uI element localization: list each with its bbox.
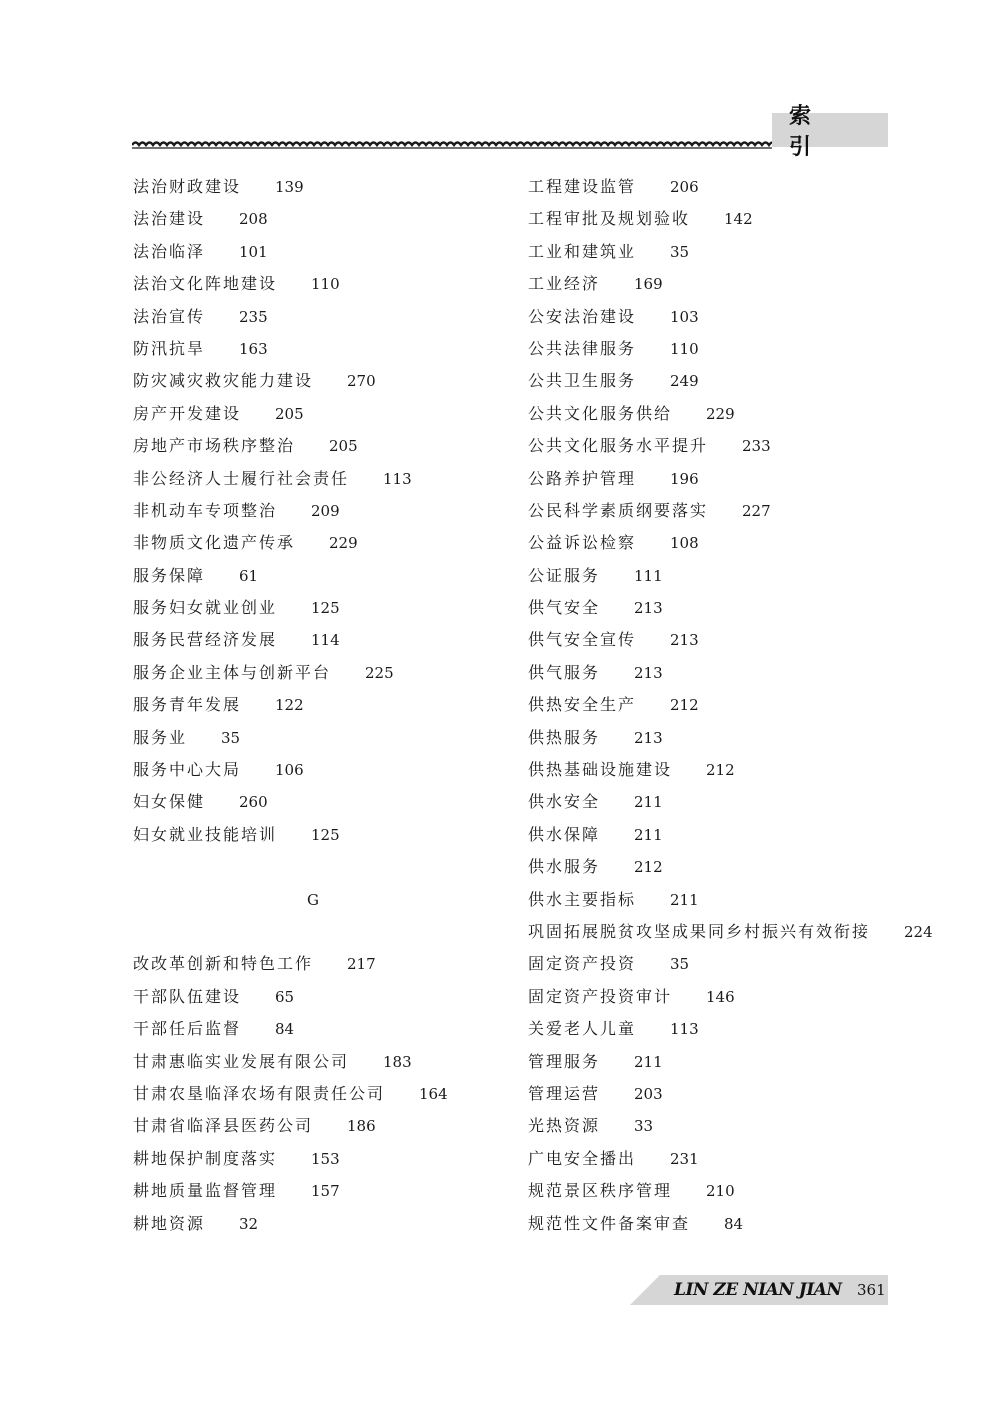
- index-entry: [133, 1013, 573, 1045]
- index-term: 工业经济: [528, 274, 601, 294]
- index-term: 固定资产投资: [528, 954, 637, 974]
- index-page-number: 183: [383, 1052, 412, 1071]
- index-term: 固定资产投资审计: [528, 986, 673, 1006]
- index-page-number: 113: [383, 469, 412, 488]
- index-page-number: 125: [311, 825, 340, 844]
- index-page-number: 211: [670, 890, 699, 909]
- index-entry: [528, 592, 908, 624]
- index-page-number: 233: [742, 437, 771, 456]
- index-page-number: 142: [724, 210, 753, 229]
- index-term: 供气安全宣传: [528, 630, 637, 650]
- index-entry: [133, 268, 573, 300]
- header-wavy-rule: [132, 136, 772, 152]
- index-term: 耕地资源: [133, 1213, 206, 1233]
- index-entry: [528, 1013, 908, 1045]
- index-term: 公共文化服务供给: [528, 403, 673, 423]
- index-entry: [528, 301, 908, 333]
- index-page-number: 169: [634, 275, 663, 294]
- index-term: 公路养护管理: [528, 468, 637, 488]
- index-term: 供气服务: [528, 662, 601, 682]
- index-term: 甘肃省临泽县医药公司: [133, 1116, 314, 1136]
- index-term: 供水主要指标: [528, 889, 637, 909]
- index-entry: [133, 722, 573, 754]
- index-term: 妇女保健: [133, 792, 206, 812]
- index-entry: [528, 657, 908, 689]
- index-page-number: 270: [347, 372, 376, 391]
- index-entry: [133, 948, 573, 980]
- index-term: 公益诉讼检察: [528, 533, 637, 553]
- index-entry: [528, 495, 908, 527]
- index-entry: [133, 981, 573, 1013]
- index-page-number: 227: [742, 501, 771, 520]
- index-term: 规范性文件备案审查: [528, 1213, 691, 1233]
- index-page-number: 125: [311, 599, 340, 618]
- index-page-number: 224: [904, 922, 933, 941]
- index-entry: [528, 203, 908, 235]
- index-term: 广电安全播出: [528, 1148, 637, 1168]
- index-page-number: 229: [706, 404, 735, 423]
- index-term: 工业和建筑业: [528, 241, 637, 261]
- index-term: 供水保障: [528, 824, 601, 844]
- index-term: 工程审批及规划验收: [528, 209, 691, 229]
- index-term: 供热服务: [528, 727, 601, 747]
- index-page-number: 108: [670, 534, 699, 553]
- index-term: 供水服务: [528, 857, 601, 877]
- index-term: 干部任后监督: [133, 1019, 242, 1039]
- index-entry: [528, 1078, 908, 1110]
- index-entry: [133, 495, 573, 527]
- index-page-number: 35: [670, 955, 690, 974]
- index-term: 改改革创新和特色工作: [133, 954, 314, 974]
- index-entry: [133, 689, 573, 721]
- index-term: 服务民营经济发展: [133, 630, 278, 650]
- index-page-number: 164: [419, 1084, 448, 1103]
- index-page-number: 113: [670, 1020, 699, 1039]
- index-entry: [528, 689, 908, 721]
- index-term: 供气安全: [528, 598, 601, 618]
- index-entry: [133, 560, 573, 592]
- index-page-number: 205: [329, 437, 358, 456]
- index-entry: [133, 1078, 573, 1110]
- index-entry: [528, 1110, 908, 1142]
- index-page-number: 61: [239, 566, 259, 585]
- index-entry: [528, 560, 908, 592]
- index-term: 关爱老人儿童: [528, 1019, 637, 1039]
- index-entry: [528, 171, 908, 203]
- index-page-number: 203: [634, 1084, 663, 1103]
- index-entry: [528, 948, 908, 980]
- index-entry: [133, 1175, 573, 1207]
- index-entry: [133, 301, 573, 333]
- index-term: 管理运营: [528, 1083, 601, 1103]
- footer-page-number: 361: [857, 1281, 886, 1299]
- index-page-number: 163: [239, 339, 268, 358]
- index-page-number: 210: [706, 1182, 735, 1201]
- index-entry: [528, 786, 908, 818]
- index-entry: [528, 430, 908, 462]
- index-page-number: 110: [670, 339, 699, 358]
- index-entry: [528, 624, 908, 656]
- page-title: 索 引: [789, 104, 910, 160]
- index-page-number: 211: [634, 793, 663, 812]
- index-page-number: 209: [311, 501, 340, 520]
- index-page-number: 212: [670, 696, 699, 715]
- index-list-f: [133, 171, 573, 851]
- index-page-number: 32: [239, 1214, 259, 1233]
- index-entry: [133, 657, 573, 689]
- index-page-number: 196: [670, 469, 699, 488]
- index-page-number: 35: [670, 242, 690, 261]
- index-list-g-continued: [528, 171, 933, 1240]
- index-term: 工程建设监管: [528, 177, 637, 196]
- index-page-number: 139: [275, 178, 304, 196]
- index-term: 服务企业主体与创新平台: [133, 662, 332, 682]
- index-entry: [528, 754, 908, 786]
- index-term: 管理服务: [528, 1051, 601, 1071]
- index-page-number: 65: [275, 987, 295, 1006]
- index-page-number: 110: [311, 275, 340, 294]
- index-page-number: 260: [239, 793, 268, 812]
- index-page-number: 206: [670, 178, 699, 196]
- wave-line: [132, 143, 772, 146]
- index-entry: [528, 819, 908, 851]
- index-term: 服务妇女就业创业: [133, 598, 278, 618]
- index-entry: [528, 398, 908, 430]
- index-term: 妇女就业技能培训: [133, 824, 278, 844]
- index-entry: [528, 333, 908, 365]
- index-entry: [528, 236, 908, 268]
- index-term: 法治文化阵地建设: [133, 274, 278, 294]
- index-term: 公共文化服务水平提升: [528, 436, 709, 456]
- index-entry: [133, 398, 573, 430]
- index-term: 法治财政建设: [133, 177, 242, 196]
- section-letter-heading: G: [307, 890, 319, 909]
- index-entry: [528, 722, 908, 754]
- index-entry: [528, 365, 908, 397]
- index-term: 公共法律服务: [528, 338, 637, 358]
- index-page-number: 213: [670, 631, 699, 650]
- index-term: 甘肃惠临实业发展有限公司: [133, 1051, 350, 1071]
- index-term: 防灾减灾救灾能力建设: [133, 371, 314, 391]
- index-term: 公共卫生服务: [528, 371, 637, 391]
- index-page-number: 122: [275, 696, 304, 715]
- index-entry: [133, 1143, 573, 1175]
- index-page-number: 208: [239, 210, 268, 229]
- index-term: 耕地保护制度落实: [133, 1148, 278, 1168]
- index-term: 房产开发建设: [133, 403, 242, 423]
- index-page-number: 84: [275, 1020, 295, 1039]
- index-term: 服务业: [133, 727, 188, 747]
- index-entry: [133, 365, 573, 397]
- index-page-number: 35: [221, 728, 241, 747]
- index-entry: [133, 463, 573, 495]
- index-term: 法治宣传: [133, 306, 206, 326]
- index-page-number: 114: [311, 631, 340, 650]
- index-entry: [133, 333, 573, 365]
- section-spacer: [133, 851, 573, 883]
- index-page-number: 157: [311, 1182, 340, 1201]
- index-page-number: 211: [634, 1052, 663, 1071]
- index-column-left: [133, 171, 573, 1240]
- index-page-number: 205: [275, 404, 304, 423]
- index-term: 法治建设: [133, 209, 206, 229]
- index-entry: [133, 203, 573, 235]
- index-term: 光热资源: [528, 1116, 601, 1136]
- index-term: 规范景区秩序管理: [528, 1181, 673, 1201]
- index-entry: [528, 1046, 908, 1078]
- section-spacer: [133, 916, 573, 948]
- index-term: 服务青年发展: [133, 695, 242, 715]
- index-page-number: 217: [347, 955, 376, 974]
- index-entry: [528, 1208, 908, 1240]
- index-entry: [133, 1208, 573, 1240]
- index-page-number: 229: [329, 534, 358, 553]
- index-term: 公证服务: [528, 565, 601, 585]
- index-entry: [133, 819, 573, 851]
- index-page-number: 146: [706, 987, 735, 1006]
- index-page-number: 249: [670, 372, 699, 391]
- index-entry: [133, 754, 573, 786]
- index-entry: [133, 430, 573, 462]
- index-term: 服务中心大局: [133, 760, 242, 780]
- index-entry: [528, 916, 933, 948]
- index-page-number: 225: [365, 663, 394, 682]
- index-term: 公民科学素质纲要落实: [528, 500, 709, 520]
- index-entry: [133, 527, 573, 559]
- index-page-number: 101: [239, 242, 268, 261]
- index-entry: [528, 527, 908, 559]
- index-page-number: 186: [347, 1117, 376, 1136]
- index-page-number: 33: [634, 1117, 654, 1136]
- index-list-g: [133, 948, 573, 1240]
- index-page-number: 211: [634, 825, 663, 844]
- index-entry: [528, 851, 908, 883]
- index-page-number: 213: [634, 663, 663, 682]
- index-entry: [133, 624, 573, 656]
- index-entry: [528, 268, 908, 300]
- index-term: 甘肃农垦临泽农场有限责任公司: [133, 1083, 386, 1103]
- index-term: 房地产市场秩序整治: [133, 436, 296, 456]
- index-term: 供热安全生产: [528, 695, 637, 715]
- index-entry: [133, 236, 573, 268]
- index-entry: [133, 592, 573, 624]
- index-entry: [528, 1143, 908, 1175]
- index-page-number: 84: [724, 1214, 744, 1233]
- index-page-number: 111: [634, 566, 663, 585]
- index-term: 耕地质量监督管理: [133, 1181, 278, 1201]
- index-term: 法治临泽: [133, 241, 206, 261]
- index-page-number: 153: [311, 1149, 340, 1168]
- index-page-number: 212: [634, 858, 663, 877]
- index-term: 供热基础设施建设: [528, 760, 673, 780]
- index-term: 干部队伍建设: [133, 986, 242, 1006]
- index-page-number: 213: [634, 599, 663, 618]
- index-term: 供水安全: [528, 792, 601, 812]
- index-entry: [528, 981, 908, 1013]
- index-entry: [528, 1175, 908, 1207]
- index-entry: [133, 1110, 573, 1142]
- index-term: 非公经济人士履行社会责任: [133, 468, 350, 488]
- index-page-number: 231: [670, 1149, 699, 1168]
- index-entry: [133, 1046, 573, 1078]
- index-column-right: [528, 171, 933, 1240]
- index-term: 公安法治建设: [528, 306, 637, 326]
- index-entry: [528, 884, 908, 916]
- index-term: 非物质文化遗产传承: [133, 533, 296, 553]
- index-page-number: 106: [275, 761, 304, 780]
- index-entry: [528, 463, 908, 495]
- index-page-number: 103: [670, 307, 699, 326]
- index-page-number: 212: [706, 761, 735, 780]
- index-term: 服务保障: [133, 565, 206, 585]
- footer-journal-title: LIN ZE NIAN JIAN: [674, 1280, 842, 1300]
- index-term: 巩固拓展脱贫攻坚成果同乡村振兴有效衔接: [528, 921, 871, 941]
- index-page-number: 235: [239, 307, 268, 326]
- index-entry: [133, 786, 573, 818]
- index-page-number: 213: [634, 728, 663, 747]
- index-term: 防汛抗旱: [133, 338, 206, 358]
- index-entry: [133, 171, 573, 203]
- index-term: 非机动车专项整治: [133, 500, 278, 520]
